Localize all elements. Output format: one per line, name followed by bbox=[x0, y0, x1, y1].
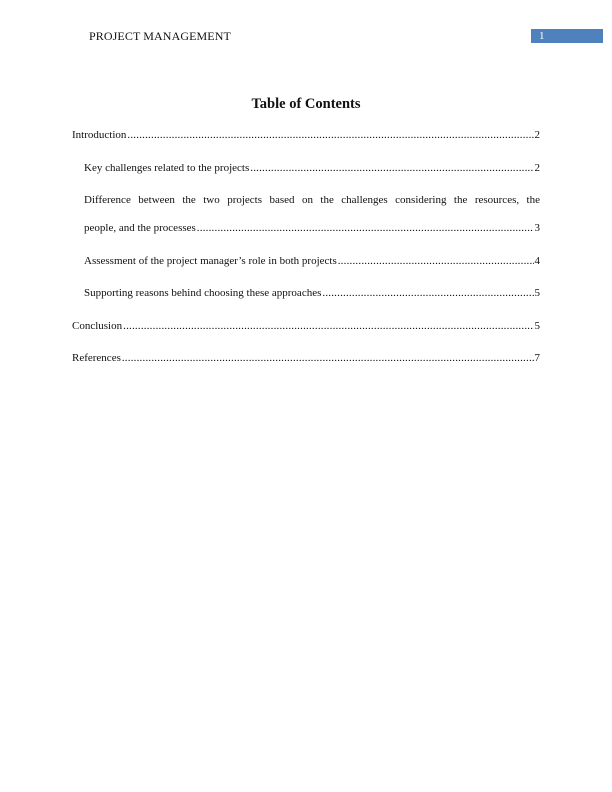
toc-leader-dots bbox=[123, 319, 533, 333]
toc-entry-label: Assessment of the project manager’s role in both projects bbox=[84, 255, 337, 267]
toc-entry-page: 5 bbox=[534, 287, 540, 299]
toc-entry-label-line2: people, and the processes bbox=[84, 222, 196, 234]
toc-leader-dots bbox=[127, 128, 533, 142]
toc-leader-dots bbox=[250, 161, 533, 175]
page-number: 1 bbox=[539, 30, 545, 42]
toc-entry-label: Conclusion bbox=[72, 320, 123, 332]
toc-entry-introduction[interactable] bbox=[72, 128, 540, 142]
toc-entry-label: Introduction bbox=[72, 129, 127, 141]
toc-leader-dots bbox=[122, 351, 534, 365]
toc-entry-label: References bbox=[72, 352, 121, 364]
toc-entry-supporting-reasons[interactable] bbox=[84, 286, 540, 300]
toc-title: Table of Contents bbox=[251, 96, 361, 112]
toc-entry-page: 2 bbox=[534, 129, 540, 141]
toc-entry-assessment[interactable] bbox=[84, 254, 540, 268]
toc-entry-page: 2 bbox=[534, 162, 540, 174]
toc-entry-page: 7 bbox=[534, 352, 540, 364]
toc-entry-label-line1: Difference between the two projects based on the challenges considering the resources, the bbox=[84, 194, 540, 206]
page-number-badge bbox=[531, 29, 603, 43]
toc-entry-page: 4 bbox=[534, 255, 540, 267]
toc-entry-references[interactable] bbox=[72, 351, 540, 365]
toc-entry-label: Supporting reasons behind choosing these approaches bbox=[84, 287, 322, 299]
toc-leader-dots bbox=[197, 221, 534, 235]
toc-entry-page: 3 bbox=[534, 222, 540, 234]
toc-entry-conclusion[interactable] bbox=[72, 319, 540, 333]
toc-entry-key-challenges[interactable] bbox=[84, 161, 540, 175]
toc-leader-dots bbox=[322, 286, 533, 300]
toc-leader-dots bbox=[338, 254, 534, 268]
header-title: PROJECT MANAGEMENT bbox=[89, 29, 231, 43]
toc-entry-label: Key challenges related to the projects bbox=[84, 162, 250, 174]
toc-entry-line2 bbox=[84, 221, 540, 235]
toc-entry-page: 5 bbox=[534, 320, 540, 332]
